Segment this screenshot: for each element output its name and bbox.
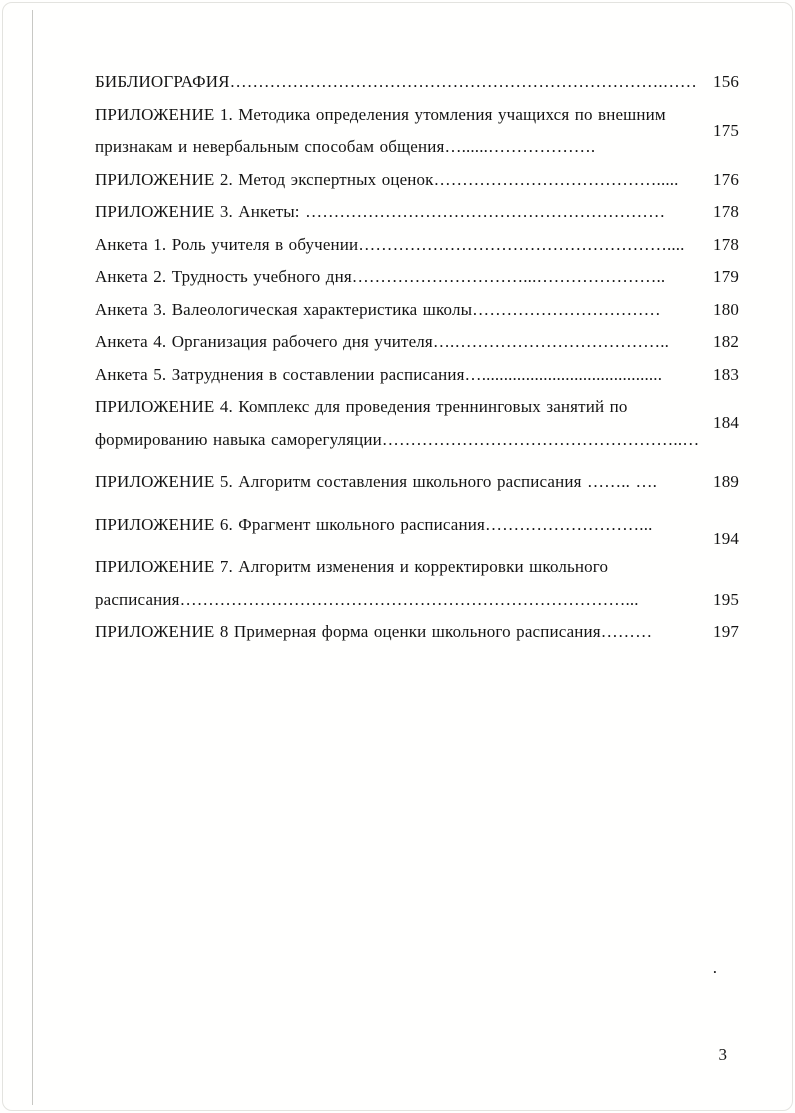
toc-entry-text: ПРИЛОЖЕНИЕ 6. Фрагмент школьного расписания………………………... (95, 514, 653, 534)
table-of-contents (95, 66, 739, 649)
toc-entry-text: ПРИЛОЖЕНИЕ 3. Анкеты: ……………………………………………………… (95, 202, 666, 221)
toc-entry-text: Анкета 3. Валеологическая характеристика школы…………………………… (95, 299, 661, 319)
toc-entry-text: ПРИЛОЖЕНИЕ 5. Алгоритм составления школьного расписания …….. …. (95, 472, 658, 491)
toc-entry-appendix-4 (95, 391, 739, 456)
toc-entry-anketa-2 (95, 261, 739, 294)
toc-entry-page: 184 (713, 413, 739, 433)
toc-entry-appendix-5 (95, 466, 739, 499)
toc-entry-page: 176 (713, 169, 739, 189)
toc-entry-page: 195 (713, 589, 739, 609)
stray-ink-mark: . (712, 958, 717, 977)
toc-entry-page: 197 (713, 622, 739, 641)
page-number: 3 (718, 1045, 727, 1064)
toc-entry-text: БИБЛИОГРАФИЯ………………………………………………………………….…… (95, 72, 698, 91)
toc-entry-text: ПРИЛОЖЕНИЕ 7. Алгоритм изменения и корректировки школьного расписания……………………………………………………………………... (95, 557, 639, 609)
toc-entry-text: Анкета 5. Затруднения в составлении расписания…......................................... (95, 364, 663, 384)
toc-entry-text: Анкета 2. Трудность учебного дня…………………………...………………….. (95, 267, 666, 286)
toc-entry-page: 189 (713, 472, 739, 491)
toc-entry-text: Анкета 4. Организация рабочего дня учителя….……………………………….. (95, 332, 670, 351)
toc-entry-page: 180 (713, 299, 739, 319)
toc-entry-text: ПРИЛОЖЕНИЕ 8 Примерная форма оценки школьного расписания……… (95, 622, 653, 641)
toc-entry-page: 178 (713, 234, 739, 254)
toc-entry-anketa-3 (95, 294, 739, 327)
toc-entry-appendix-6 (95, 509, 739, 548)
toc-entry-text: ПРИЛОЖЕНИЕ 2. Метод экспертных оценок…………………………………..... (95, 169, 679, 189)
toc-entry-text: ПРИЛОЖЕНИЕ 1. Методика определения утомления учащихся по внешним признакам и невербальным способам общения…......………………. (95, 104, 666, 156)
toc-entry-appendix-2 (95, 164, 739, 197)
toc-entry-text: ПРИЛОЖЕНИЕ 4. Комплекс для проведения треннинговых занятий по формированию навыка саморегуляции……………………………………………..… (95, 397, 700, 449)
toc-entry-appendix-1 (95, 99, 739, 164)
toc-entry-page: 194 (713, 528, 739, 548)
toc-entry-page: 178 (713, 202, 739, 221)
toc-entry-anketa-1 (95, 229, 739, 262)
toc-entry-appendix-3 (95, 196, 739, 229)
toc-entry-appendix-7 (95, 551, 739, 616)
toc-entry-appendix-8 (95, 616, 739, 649)
toc-entry-page: 182 (713, 332, 739, 351)
toc-entry-page: 179 (713, 267, 739, 286)
toc-entry-anketa-4 (95, 326, 739, 359)
toc-entry-anketa-5 (95, 359, 739, 392)
toc-entry-bibliography (95, 66, 739, 99)
toc-entry-page: 156 (713, 72, 739, 91)
toc-entry-page: 175 (713, 120, 739, 140)
toc-entry-text: Анкета 1. Роль учителя в обучении……………………………………………….... (95, 234, 685, 254)
scan-edge-line (32, 10, 33, 1105)
toc-entry-page: 183 (713, 364, 739, 384)
